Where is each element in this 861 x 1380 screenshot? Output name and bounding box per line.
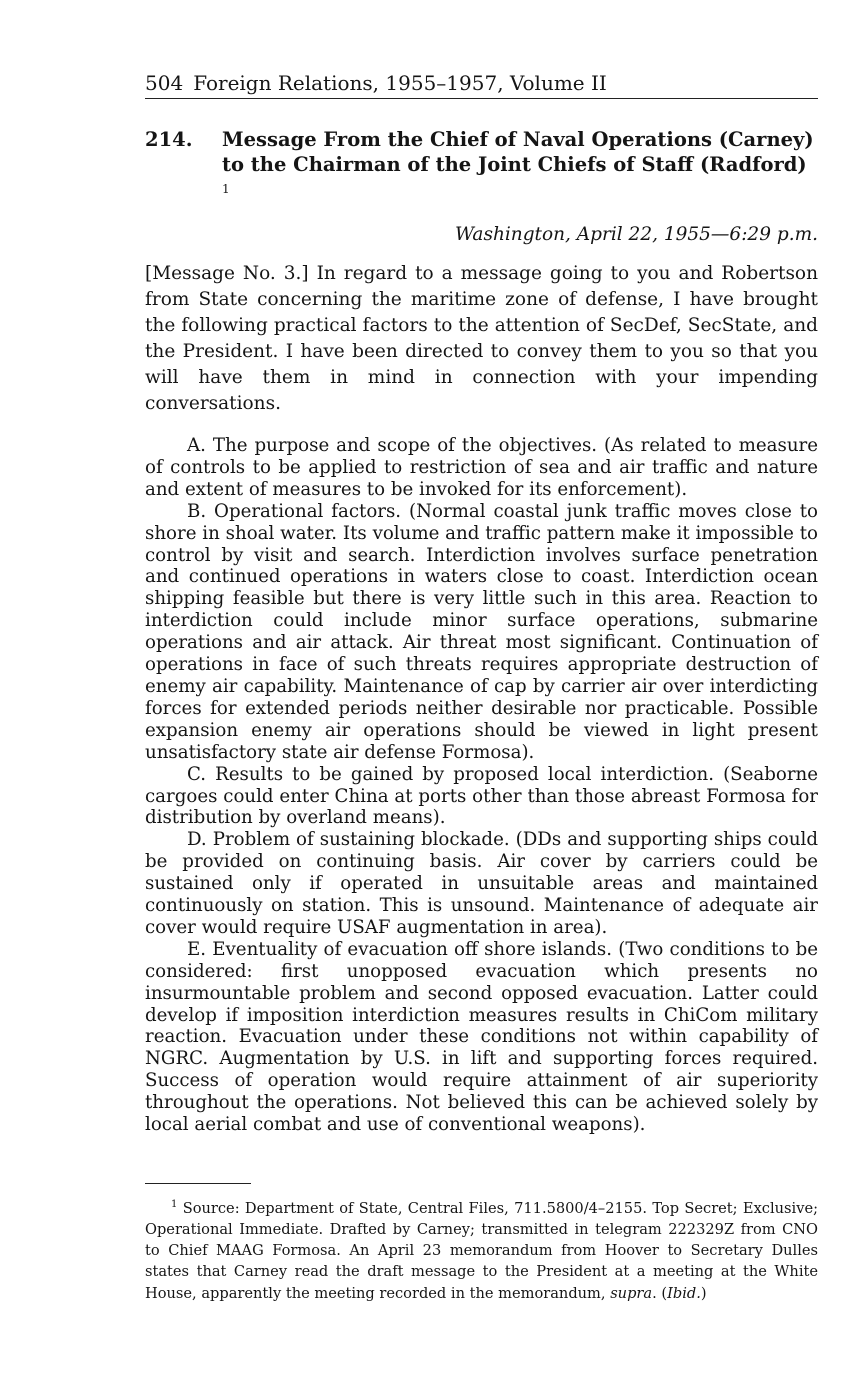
footnote-marker: 1 [171,1199,178,1210]
running-head [145,70,818,99]
footnote-supra: supra [610,1284,653,1302]
document-title-block [222,127,818,207]
factor-list [145,435,818,1136]
factor-item-e: E. Eventuality of evacuation off shore islands. (Two conditions to be considered: first unopposed evacuation which presents no insurmountable problem and second opposed evacuation. Latter could develop if imposition interdiction measures results in ChiCom military reaction. Evacuation under these conditions not within capability of NGRC. Augmentation by U.S. in lift and supporting forces required. Success of operation would require attainment of air superiority throughout the operations. Not believed this can be achieved solely by local aerial combat and use of conventional weapons). [145,938,818,1136]
series-title: Foreign Relations, 1955–1957, Volume II [193,71,607,95]
footnote-reference[interactable]: 1 [222,182,230,196]
footnote-ibid: Ibid. [667,1284,701,1302]
footnote-tail-open: . ( [652,1284,668,1302]
document-heading [145,127,818,207]
footnote-text: Source: Department of State, Central Files, 711.5800/4–2155. Top Secret; Exclusive; Operational Immediate. Drafted by Carney; transmitted in telegram 222329Z from CNO to Chief MAAG Formosa. An April 23 memorandum from Hoover to Secretary Dulles states that Carney read the draft message to the President at a meeting at the White House, apparently the meeting recorded in the memorandum, [145,1199,819,1302]
intro-paragraph: [Message No. 3.] In regard to a message going to you and Robertson from State concerning the maritime zone of defense, I have brought the following practical factors to the attention of SecDef, SecState, and the President. I have been directed to convey them to you so that you will have them in mind in connection with your impending conversations. [145,262,818,414]
document-number: 214. [145,128,193,151]
factor-item-b: B. Operational factors. (Normal coastal junk traffic moves close to shore in shoal water. Its volume and traffic pattern make it impossible to control by visit and search. Interdiction involves surface penetration and continued operations in waters close to coast. Interdiction ocean shipping feasible but there is very little such in this area. Reaction to interdiction could include minor surface operations, submarine operations and air attack. Air threat most significant. Continuation of operations in face of such threats requires appropriate destruction of enemy air capability. Maintenance of cap by carrier air over interdicting forces for extended periods neither desirable nor practicable. Possible expansion enemy air operations should be viewed in light present unsatisfactory state air defense Formosa). [145,500,818,763]
document-page [145,70,818,1318]
footnote-divider [145,1183,251,1184]
factor-item-a: A. The purpose and scope of the objectives. (As related to measure of controls to be applied to restriction of sea and air traffic and nature and extent of measures to be invoked for its enforcement). [145,435,818,500]
footnote [145,1194,818,1304]
page-number: 504 [145,71,184,95]
footnote-tail-close: ) [700,1284,707,1302]
factor-item-c: C. Results to be gained by proposed local interdiction. (Seaborne cargoes could enter China at ports other than those abreast Formosa for distribution by overland means). [145,763,818,829]
document-title: Message From the Chief of Naval Operations (Carney) to the Chairman of the Joint Chiefs of Staff (Radford) [222,128,814,176]
dateline: Washington, April 22, 1955—6:29 p.m. [455,223,818,245]
factor-item-d: D. Problem of sustaining blockade. (DDs and supporting ships could be provided on continuing basis. Air cover by carriers could be sustained only if operated in unsuitable areas and maintained continuously on station. This is unsound. Maintenance of adequate air cover would require USAF augmentation in area). [145,829,818,938]
